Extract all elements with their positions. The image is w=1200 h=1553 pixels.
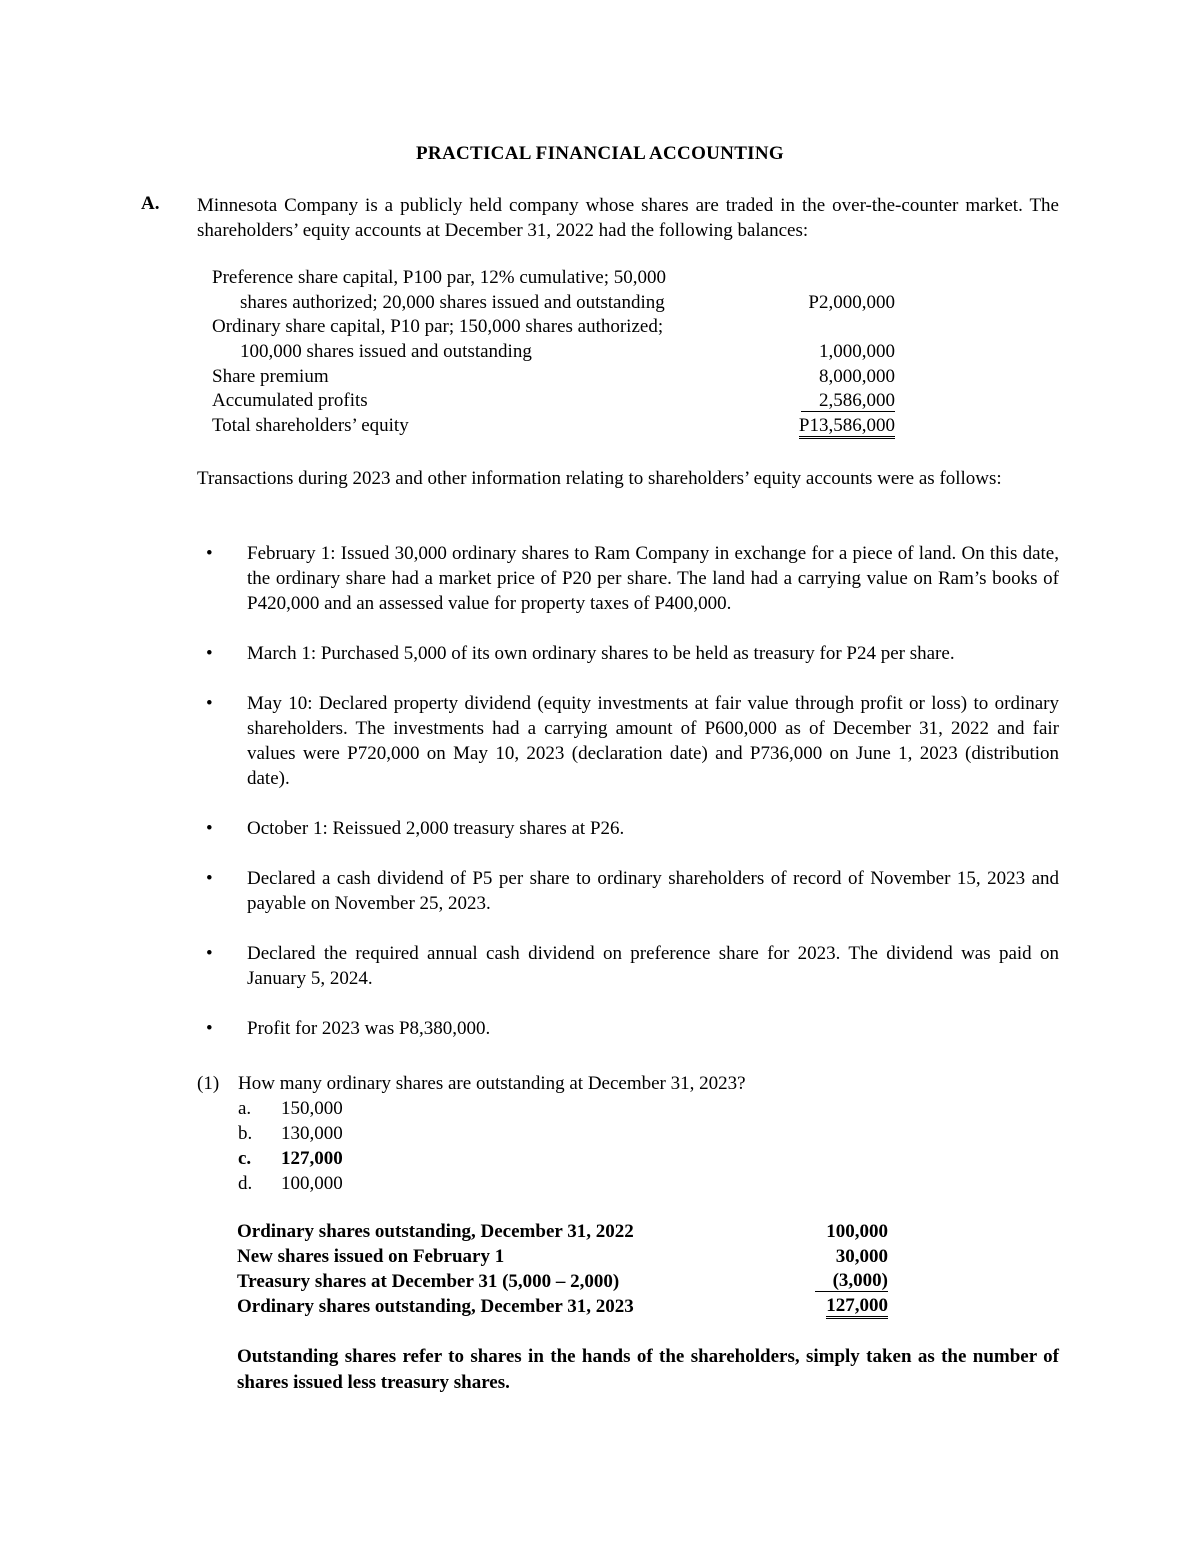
transaction-item — [206, 941, 1059, 991]
transaction-item — [206, 816, 1059, 841]
section-label: A. — [141, 193, 160, 214]
document-title: PRACTICAL FINANCIAL ACCOUNTING — [416, 143, 784, 164]
equity-row-amount: 8,000,000 — [819, 365, 895, 387]
equity-row-amount: P2,000,000 — [808, 291, 895, 313]
bullet-icon: • — [206, 943, 213, 964]
transaction-text: October 1: Reissued 2,000 treasury shares at P26. — [247, 818, 625, 839]
transaction-text: May 10: Declared property dividend (equity investments at fair value through profit or loss) to ordinary shareholders. The investments had a carrying amount of P600,000 as of December 31, 2022 and fair values were P720,000 on May 10, 2023 (declaration date) and P736,000 on June 1, 2023 (distribution date). — [247, 693, 1059, 789]
equity-row-label: Share premium — [212, 365, 329, 387]
bullet-icon: • — [206, 543, 213, 564]
equity-row-label: shares authorized; 20,000 shares issued and outstanding — [240, 291, 665, 313]
transaction-item — [206, 691, 1059, 791]
option-letter: d. — [238, 1173, 253, 1194]
transaction-item — [206, 866, 1059, 916]
solution-amount: 30,000 — [835, 1246, 888, 1267]
solution-total-row — [237, 1294, 892, 1319]
option-a — [197, 1096, 1059, 1121]
solution-label: Ordinary shares outstanding, December 31, 2022 — [237, 1221, 634, 1242]
equity-row — [212, 315, 902, 340]
bullet-icon: • — [206, 818, 213, 839]
equity-balances-table — [212, 266, 902, 439]
option-c-correct — [197, 1146, 1059, 1171]
equity-row-label: 100,000 shares issued and outstanding — [240, 341, 532, 363]
question-block — [197, 1071, 1059, 1196]
equity-total-row — [212, 414, 902, 439]
solution-row — [237, 1269, 892, 1294]
option-b — [197, 1121, 1059, 1146]
transaction-text: March 1: Purchased 5,000 of its own ordinary shares to be held as treasury for P24 per share. — [247, 643, 955, 664]
equity-row — [212, 266, 902, 291]
transaction-item — [206, 541, 1059, 616]
bullet-icon: • — [206, 643, 213, 664]
equity-row — [212, 340, 902, 365]
equity-total-amount: P13,586,000 — [799, 416, 895, 439]
bullet-icon: • — [206, 868, 213, 889]
solution-label: Treasury shares at December 31 (5,000 – 2,000) — [237, 1271, 620, 1292]
equity-row — [212, 389, 902, 414]
transactions-intro: Transactions during 2023 and other information relating to shareholders’ equity accounts were as follows: — [197, 468, 1002, 489]
equity-row-amount: 2,586,000 — [801, 391, 895, 412]
transaction-text: Declared a cash dividend of P5 per share to ordinary shareholders of record of November 15, 2023 and payable on November 25, 2023. — [247, 868, 1059, 914]
equity-row-label: Accumulated profits — [212, 390, 368, 412]
option-value: 130,000 — [281, 1123, 343, 1144]
option-letter: b. — [238, 1123, 253, 1144]
bullet-icon: • — [206, 693, 213, 714]
bullet-icon: • — [206, 1018, 213, 1039]
option-d — [197, 1171, 1059, 1196]
equity-row — [212, 291, 902, 316]
question-number: (1) — [197, 1073, 220, 1094]
solution-label: New shares issued on February 1 — [237, 1246, 505, 1267]
solution-total-amount: 127,000 — [826, 1296, 888, 1319]
transaction-text: February 1: Issued 30,000 ordinary shares to Ram Company in exchange for a piece of land. On this date, the ordinary share had a market price of P20 per share. The land had a carrying value on Ram’s books of P420,000 and an assessed value for property taxes of P400,000. — [247, 543, 1059, 614]
equity-row-amount: 1,000,000 — [819, 341, 895, 363]
question-stem — [197, 1071, 1059, 1096]
question-text: How many ordinary shares are outstanding at December 31, 2023? — [238, 1073, 746, 1094]
equity-row — [212, 365, 902, 390]
solution-row — [237, 1244, 892, 1269]
option-value: 127,000 — [281, 1148, 343, 1169]
intro-paragraph: Minnesota Company is a publicly held company whose shares are traded in the over-the-counter market. The shareholders’ equity accounts at December 31, 2022 had the following balances: — [197, 195, 1059, 241]
solution-total-label: Ordinary shares outstanding, December 31, 2023 — [237, 1296, 634, 1317]
transaction-item — [206, 1016, 1059, 1041]
solution-table — [237, 1219, 892, 1319]
solution-amount: 100,000 — [826, 1221, 888, 1242]
option-letter: c. — [238, 1148, 252, 1169]
transaction-text: Profit for 2023 was P8,380,000. — [247, 1018, 491, 1039]
solution-row — [237, 1219, 892, 1244]
explanation-note: Outstanding shares refer to shares in the hands of the shareholders, simply taken as the number of shares issued less treasury shares. — [237, 1346, 1059, 1393]
equity-row-label: Preference share capital, P100 par, 12% cumulative; 50,000 — [212, 267, 667, 288]
equity-row-label: Ordinary share capital, P10 par; 150,000 shares authorized; — [212, 316, 664, 338]
transactions-list — [206, 541, 1059, 1066]
option-value: 150,000 — [281, 1098, 343, 1119]
equity-total-label: Total shareholders’ equity — [212, 415, 409, 437]
option-letter: a. — [238, 1098, 252, 1119]
solution-amount: (3,000) — [815, 1271, 888, 1292]
transaction-item — [206, 641, 1059, 666]
transaction-text: Declared the required annual cash dividend on preference share for 2023. The dividend was paid on January 5, 2024. — [247, 943, 1059, 989]
option-value: 100,000 — [281, 1173, 343, 1194]
